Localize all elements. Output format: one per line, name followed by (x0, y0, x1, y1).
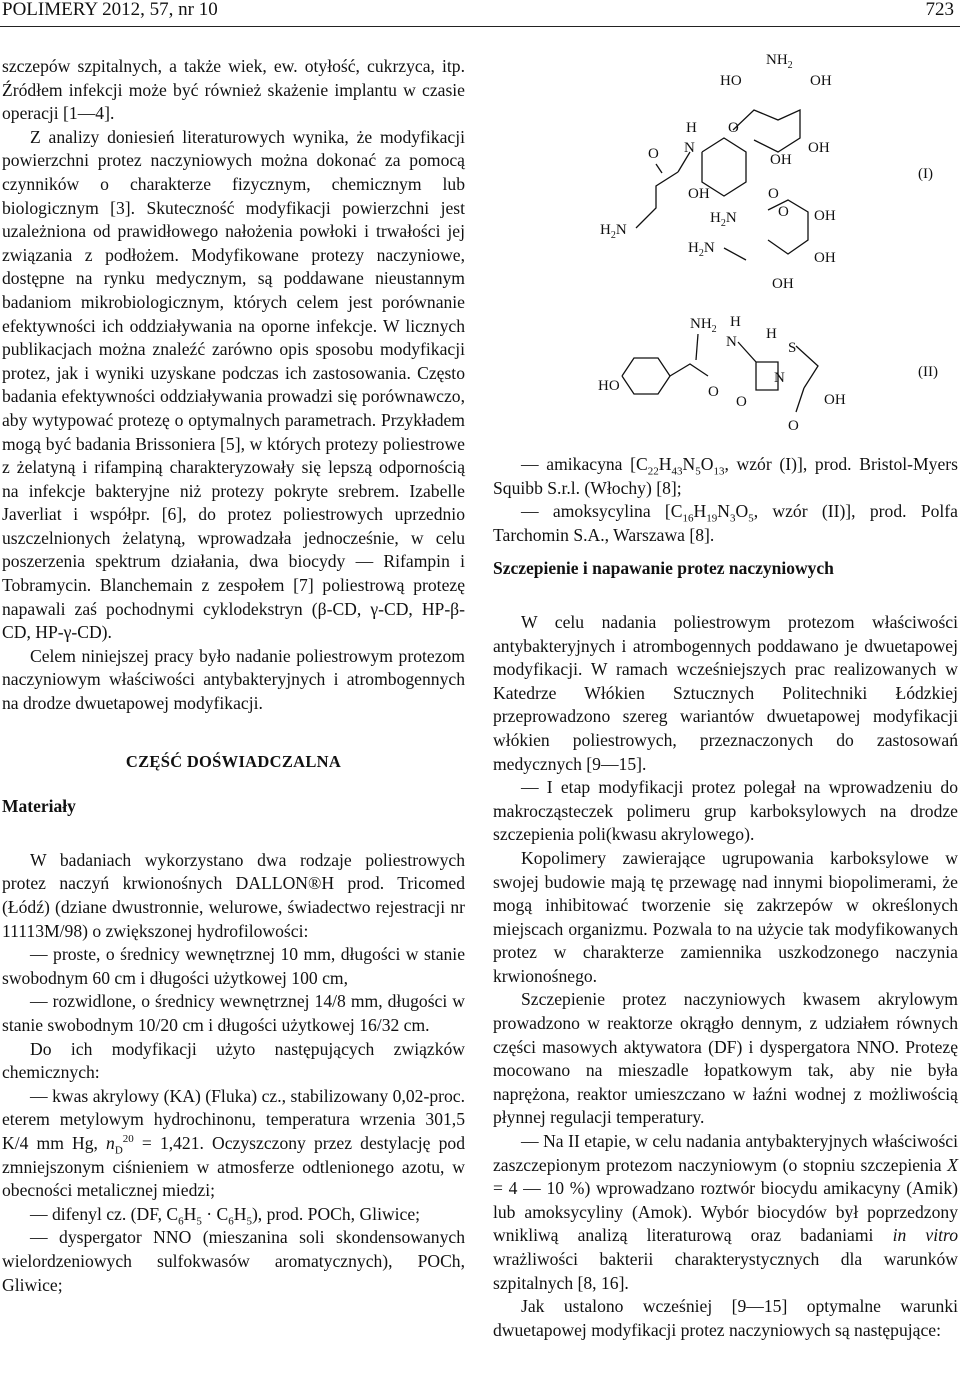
header-rule (0, 26, 960, 27)
svg-text:N: N (774, 370, 785, 386)
svg-text:O: O (768, 186, 779, 202)
left-paragraph-4: W badaniach wykorzystano dwa rodzaje poliestrowych protez naczyń krwionośnych DALLON®H prod. Tricomed (Łódź) (dziane dwustronnie, welurowe, świadectwo rejestracji nr 11113M/98) o zwiększonej hydrofilowości: (2, 849, 465, 941)
left-paragraph-5: Do ich modyfikacji użyto następujących związków chemicznych: (2, 1038, 465, 1083)
right-paragraph-3: Kopolimery zawierające ugrupowania karboksylowe w swojej budowie mają tę przewagę nad innymi biopolimerami, że mogą inhibitować tworzenie się zakrzepów w określonych miejscach organizmu. Pozwala to na użycie tak modyfikowanych protez w charakterze zamiennika uszkodzonego naczynia krwionośnego. (493, 847, 958, 986)
page-number: 723 (925, 0, 954, 20)
svg-text:OH: OH (814, 208, 836, 224)
svg-text:OH: OH (688, 186, 710, 202)
list-item-bifurcated: — rozwidlone, o średnicy wewnętrznej 14/8 mm, długości w stanie swobodnym 10/20 cm i długości użytkowej 16/32 cm. (2, 991, 465, 1035)
right-paragraph-4: Szczepienie protez naczyniowych kwasem akrylowym prowadzono w reaktorze okrągło dennym, z udziałem równych części masowych aktywatora (DF) i dyspergatora NNO. Protezę mocowano na mieszadle łopatkowym tak, aby nie była naprężona, reaktor umieszczano w łaźni wodnej z możliwością płynnej regulacji temperatury. (493, 989, 958, 1128)
svg-text:NH2: $NH_2$ (766, 52, 793, 71)
section-title: CZĘŚĆ DOŚWIADCZALNA (125, 751, 342, 771)
right-paragraph-5: — Na II etapie, w celu nadania antybakteryjnych właściwości zaszczepionym protezom naczyniowym (o stopniu szczepienia X = 4 — 10 %) wprowadzano roztwór biocydu amikacyny (Amik) lub amoksycyliny (Amok). Wybór biocydów był poprzedzony wnikliwą analizą literaturową oraz badaniami in vitro wrażliwości bakterii charakterystycznych dla warunków szpitalnych [8, 16]. (493, 1131, 958, 1293)
svg-text:OH: OH (810, 73, 832, 89)
left-paragraph-1: szczepów szpitalnych, a także wiek, ew. otyłość, cukrzyca, itp. Źródłem infekcji może być również skażenie implantu w czasie operacji [1—4]. (2, 56, 465, 124)
left-paragraph-3: Celem niniejszej pracy było nadanie poliestrowym protezom naczyniowym właściwości antybakteryjnych i atrombogennych na drodze dwuetapowej modyfikacji. (2, 645, 465, 714)
formula-amoxicillin (598, 314, 938, 434)
svg-text:O: O (788, 418, 799, 434)
list-item-dispersant: — dyspergator NNO (mieszanina soli skondensowanych wielordzeniowych sulfokwasów aromatycznych), POCh, Gliwice; (2, 1227, 465, 1295)
svg-text:H: H (766, 326, 777, 342)
formula-label-II: (II) (918, 364, 938, 380)
svg-text:O: O (728, 120, 739, 136)
svg-text:N: N (684, 140, 695, 156)
list-item-diphenyl: — difenyl cz. (DF, $C_6H_5 \cdot C_6H_5$), prod. POCh, Gliwice; (30, 1203, 421, 1228)
left-column (2, 55, 465, 1297)
list-item-straight: — proste, o średnicy wewnętrznej 10 mm, długości w stanie swobodnym 60 cm i długości użytkowej 100 cm, (2, 944, 465, 988)
right-paragraph-1: W celu nadania poliestrowym protezom właściwości antybakteryjnych i atrombogennych poddawano je dwuetapowej modyfikacji. W ramach wcześniejszych prac realizowanych w Katedrze Włókien Sztucznych Politechniki Łódzkiej przeprowadzono szereg wariantów dwuetapowej modyfikacji włókien poliestrowych, przeznaczonych do zastosowań medycznych [9—15]. (493, 611, 958, 774)
materials-heading: Materiały (2, 796, 76, 817)
svg-text:S: S (788, 340, 797, 356)
svg-text:OH: OH (808, 140, 830, 156)
svg-text:OH: OH (772, 276, 794, 292)
svg-text:OH: OH (814, 250, 836, 266)
right-column (493, 453, 958, 1342)
running-header (0, 0, 960, 26)
svg-text:O: O (736, 394, 747, 410)
journal-citation: POLIMERY 2012, 57, nr 10 (2, 0, 218, 20)
svg-text:OH: OH (824, 392, 846, 408)
list-item-amoxicillin: — amoksycylina [$C_{16}H_{19}N_3O_5$, wzór (II)], prod. Polfa Tarchomin S.A., Warszawa [8]. (493, 501, 958, 545)
structure-figure (578, 40, 958, 450)
svg-text:NH2: $NH_2$ (690, 316, 717, 335)
svg-text:O: O (708, 384, 719, 400)
list-item-acrylic-acid: — kwas akrylowy (KA) (Fluka) cz., stabilizowany 0,02-proc. eterem metylowym hydrochinonu, temperatura wrzenia 301,5 K/4 mm Hg, $n_D^{20} = 1,421$. Oczyszczony przez destylację pod zmniejszonym ciśnieniem w atmosferze odtlenionego azotu, w obecności metalicznej miedzi; (2, 1085, 465, 1201)
list-item-amikacin: — amikacyna [$C_{22}H_{43}N_5O_{13}$, wzór (I)], prod. Bristol-Myers Squibb S.r.l. (Włochy) [8]; (493, 454, 958, 498)
svg-text:H: H (730, 314, 741, 330)
right-paragraph-2: — I etap modyfikacji protez polegał na wprowadzeniu do makrocząsteczek polimeru grup karboksylowych na drodze szczepienia poli(kwasu akrylowego). (493, 777, 958, 845)
left-paragraph-2: Z analizy doniesień literaturowych wynika, że modyfikacji powierzchni protez naczyniowych można dokonać za pomocą czynników o charakterze fizycznym, chemicznym lub biologicznym [3]. Skuteczność modyfikacji powierzchni jest uzależniona od prawidłowego nałożenia powłoki i trwałości jej związania z podłożem. Modyfikowane protezy naczyniowe, dostępne na rynku medycznym, są poddawane nieustannym badaniom mikrobiologicznym, których celem jest porównanie efektywności ich oddziaływania na oporne infekcje. W licznych publikacjach można znaleźć zarówno opis sposobu modyfikacji protez, jak i wyniki uzyskane podczas ich zastosowania. Często badania efektywności oddziaływania prowadzi się porównawczo, aby wytypować protezę o optymalnych parametrach. Przykładem mogą być badania Brissoniera [5], w których protezy poliestrowe z żelatyną i rifampiną charakteryzowały się lepszą odpornością na infekcje bakteryjne niż protezy pokryte srebrem. Izabelle Javerliat i współpr. [6], do protez poliestrowych uprzednio uszczelnionych żelatyną, wprowadzała jednocześnie, w celu poszerzenia spektrum działania, dwa biocydy — Rifampin i Tobramycin. Blanchemain z zespołem [7] poliestrową protezę napawali zaś pochodnymi cyklodekstryn (β-CD, γ-CD, HP-β-CD, HP-γ-CD). (2, 126, 465, 643)
right-paragraph-6: Jak ustalono wcześniej [9—15] optymalne warunki dwuetapowej modyfikacji protez naczyniowych są następujące: (493, 1296, 958, 1340)
svg-text:HO: HO (598, 378, 620, 394)
svg-text:HO: HO (720, 73, 742, 89)
svg-text:H2N: $H_2N$ (688, 240, 715, 259)
formula-label-I: (I) (918, 166, 933, 182)
chemical-structures (578, 40, 958, 450)
h2n-label: $H_2N$ (600, 222, 627, 241)
svg-text:OH: OH (770, 152, 792, 168)
svg-text:H2N: $H_2N$ (710, 210, 737, 229)
svg-text:N: N (726, 334, 737, 350)
svg-text:O: O (778, 204, 789, 220)
formula-amikacin (600, 52, 933, 292)
svg-text:H: H (686, 120, 697, 136)
svg-text:O: O (648, 146, 659, 162)
grafting-heading: Szczepienie i napawanie protez naczyniowych (493, 558, 834, 579)
